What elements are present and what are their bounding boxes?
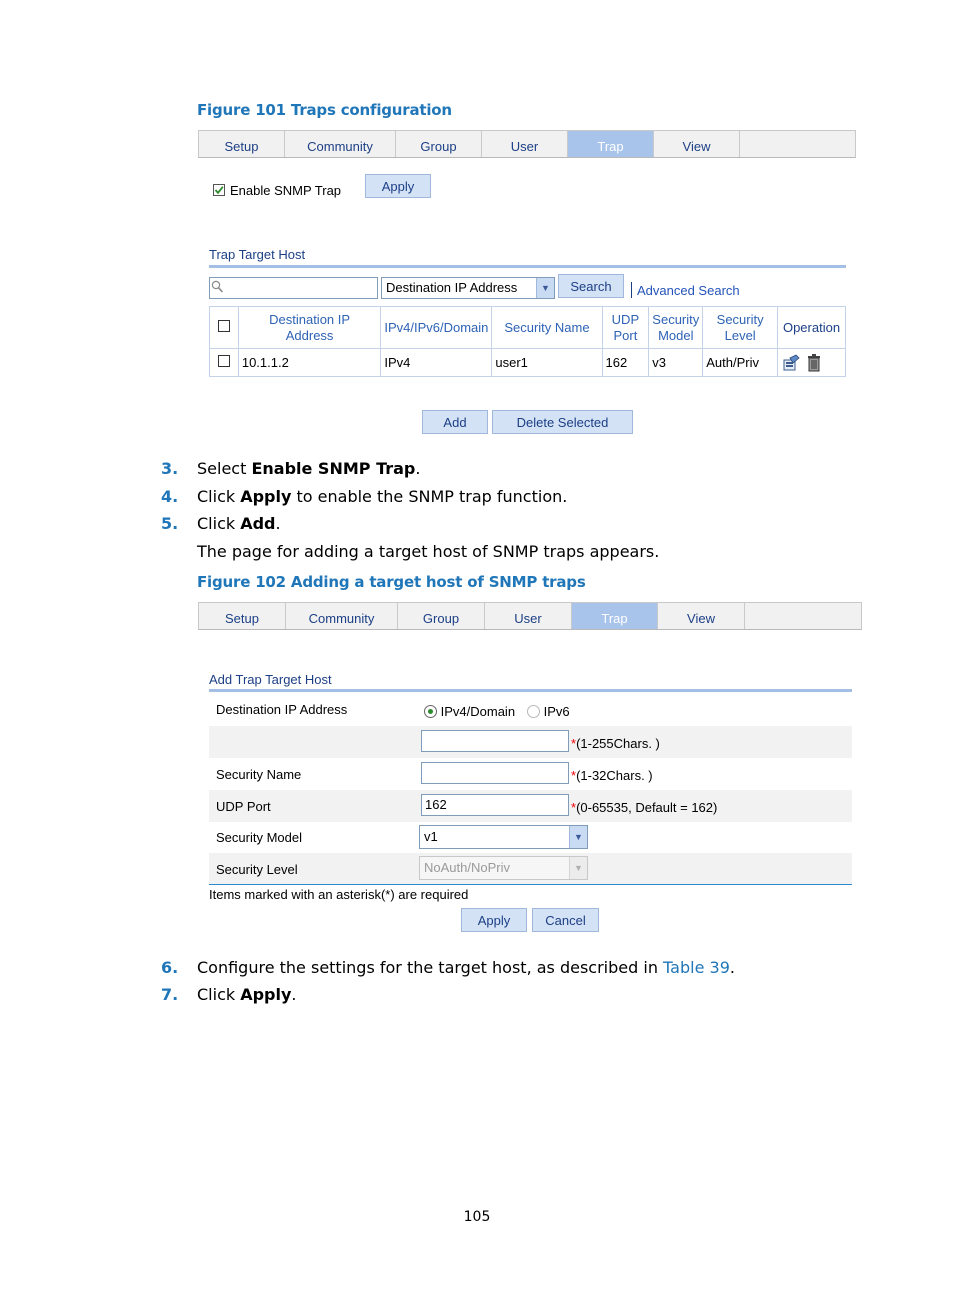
chevron-down-icon: ▼	[569, 857, 587, 879]
destination-ip-row	[209, 694, 852, 726]
hint-text: (1-32Chars. )	[576, 768, 653, 783]
step-text-post: .	[415, 459, 421, 478]
table-row	[210, 349, 846, 377]
trap-host-table	[209, 306, 846, 377]
radio-ipv4-label: IPv4/Domain	[440, 704, 516, 719]
tab-setup[interactable]: Setup	[199, 131, 285, 157]
select-all-cell[interactable]	[210, 307, 239, 349]
step-number: 7.	[161, 985, 179, 1004]
destination-ip-input-row	[209, 726, 852, 758]
chevron-down-icon: ▼	[536, 278, 554, 298]
step-text-pre: Click	[197, 985, 241, 1004]
destination-ip-hint	[571, 736, 660, 751]
tab-community[interactable]: Community	[285, 131, 396, 157]
col-security-name[interactable]: Security Name	[492, 307, 602, 349]
col-type[interactable]: IPv4/IPv6/Domain	[381, 307, 492, 349]
required-note: Items marked with an asterisk(*) are required	[209, 887, 469, 902]
security-model-value: v1	[424, 829, 438, 844]
apply-button[interactable]: Apply	[461, 908, 527, 932]
tab-user[interactable]: User	[482, 131, 568, 157]
security-model-row	[209, 822, 852, 854]
table-39-link[interactable]: Table 39	[663, 958, 730, 977]
col-udp-port[interactable]: UDP Port	[602, 307, 649, 349]
add-trap-target-host-title: Add Trap Target Host	[209, 672, 332, 687]
search-icon	[211, 280, 224, 294]
destination-ip-input[interactable]	[421, 730, 569, 752]
step-text-post: to enable the SNMP trap function.	[291, 487, 568, 506]
col-security-model[interactable]: Security Model	[649, 307, 703, 349]
tab-trap[interactable]: Trap	[572, 603, 658, 629]
select-all-checkbox[interactable]	[218, 320, 230, 332]
step-text	[197, 487, 567, 506]
apply-button[interactable]: Apply	[365, 174, 431, 198]
radio-ipv6-label: IPv6	[543, 704, 570, 719]
udp-port-row	[209, 790, 852, 822]
security-name-row	[209, 758, 852, 790]
step-text	[197, 958, 735, 977]
step-text-pre: Click	[197, 514, 241, 533]
destination-ip-label: Destination IP Address	[216, 702, 348, 717]
udp-port-input[interactable]: 162	[421, 794, 569, 816]
search-field-value: Destination IP Address	[386, 280, 518, 295]
search-input[interactable]	[209, 277, 378, 299]
radio-ipv6-option[interactable]	[527, 704, 570, 719]
security-level-label: Security Level	[216, 862, 298, 877]
section-divider	[209, 689, 852, 692]
step-text-post: .	[275, 514, 281, 533]
add-button[interactable]: Add	[422, 410, 488, 434]
security-level-row	[209, 853, 852, 885]
step-text	[197, 985, 297, 1004]
col-operation: Operation	[778, 307, 846, 349]
advanced-search-link[interactable]: Advanced Search	[637, 283, 740, 298]
step-number: 4.	[161, 487, 179, 506]
step-text-pre: Configure the settings for the target host, as described in	[197, 958, 664, 977]
step-number: 6.	[161, 958, 179, 977]
row-checkbox[interactable]	[218, 355, 230, 367]
enable-snmp-trap[interactable]	[213, 181, 341, 198]
step-number: 3.	[161, 459, 179, 478]
row-security-model: v3	[649, 349, 703, 377]
tab-group[interactable]: Group	[396, 131, 482, 157]
tab-view[interactable]: View	[654, 131, 740, 157]
row-type: IPv4	[381, 349, 492, 377]
required-asterisk: *	[571, 768, 577, 783]
trash-icon[interactable]	[807, 354, 821, 372]
checkmark-icon	[213, 184, 225, 196]
tab-user[interactable]: User	[485, 603, 572, 629]
security-name-label: Security Name	[216, 767, 302, 782]
trap-target-host-title: Trap Target Host	[209, 247, 306, 262]
col-destination[interactable]: Destination IP Address	[238, 307, 380, 349]
hint-text: (0-65535, Default = 162)	[576, 800, 718, 815]
tab-trap[interactable]: Trap	[568, 131, 654, 157]
security-level-value: NoAuth/NoPriv	[424, 860, 510, 875]
delete-selected-button[interactable]: Delete Selected	[492, 410, 633, 434]
step-text	[197, 459, 420, 478]
step-5-note: The page for adding a target host of SNMP traps appears.	[197, 542, 660, 561]
enable-snmp-trap-checkbox[interactable]	[213, 184, 225, 196]
step-text-post: .	[729, 958, 735, 977]
required-asterisk: *	[571, 736, 577, 751]
security-name-hint	[571, 768, 653, 783]
section-divider	[209, 265, 846, 268]
step-text-pre: Click	[197, 487, 241, 506]
tab-setup[interactable]: Setup	[199, 603, 286, 629]
tab-bar-filler	[745, 603, 861, 629]
form-bottom-rule	[209, 884, 852, 885]
search-field-select[interactable]	[381, 277, 555, 299]
row-select-cell[interactable]	[210, 349, 239, 377]
radio-ipv4-option[interactable]	[424, 704, 515, 719]
page-number: 105	[463, 1209, 491, 1225]
step-text-pre: Select	[197, 459, 252, 478]
security-model-select[interactable]	[419, 825, 588, 849]
search-button[interactable]: Search	[558, 274, 624, 298]
tab-group[interactable]: Group	[398, 603, 485, 629]
step-text-bold: Apply	[240, 985, 292, 1004]
step-text-bold: Apply	[240, 487, 292, 506]
row-security-name: user1	[492, 349, 602, 377]
step-text	[197, 514, 281, 533]
step-text-post: .	[291, 985, 297, 1004]
security-name-input[interactable]	[421, 762, 569, 784]
tab-view[interactable]: View	[658, 603, 745, 629]
figure-102-caption: Figure 102 Adding a target host of SNMP traps	[197, 573, 586, 591]
row-udp-port: 162	[602, 349, 649, 377]
security-model-label: Security Model	[216, 830, 302, 845]
radio-ipv6[interactable]	[527, 705, 540, 718]
step-number: 5.	[161, 514, 179, 533]
required-asterisk: *	[571, 800, 577, 815]
tab-community[interactable]: Community	[286, 603, 398, 629]
tab-bar	[198, 130, 856, 158]
security-level-select[interactable]	[419, 856, 588, 880]
edit-icon[interactable]	[782, 354, 800, 372]
figure-101-caption: Figure 101 Traps configuration	[197, 101, 452, 119]
step-text-bold: Add	[240, 514, 276, 533]
row-operation	[778, 349, 846, 377]
step-text-bold: Enable SNMP Trap	[251, 459, 416, 478]
radio-ipv4[interactable]	[424, 705, 437, 718]
tab-bar-filler	[740, 131, 855, 157]
enable-snmp-trap-label: Enable SNMP Trap	[230, 183, 342, 198]
cancel-button[interactable]: Cancel	[532, 908, 599, 932]
hint-text: (1-255Chars. )	[576, 736, 660, 751]
udp-port-hint	[571, 800, 717, 815]
row-security-level: Auth/Priv	[703, 349, 778, 377]
link-separator	[631, 282, 632, 298]
row-destination: 10.1.1.2	[238, 349, 380, 377]
col-security-level[interactable]: Security Level	[703, 307, 778, 349]
udp-port-label: UDP Port	[216, 799, 271, 814]
chevron-down-icon: ▼	[569, 826, 587, 848]
tab-bar	[198, 602, 862, 630]
table-header	[210, 307, 846, 349]
